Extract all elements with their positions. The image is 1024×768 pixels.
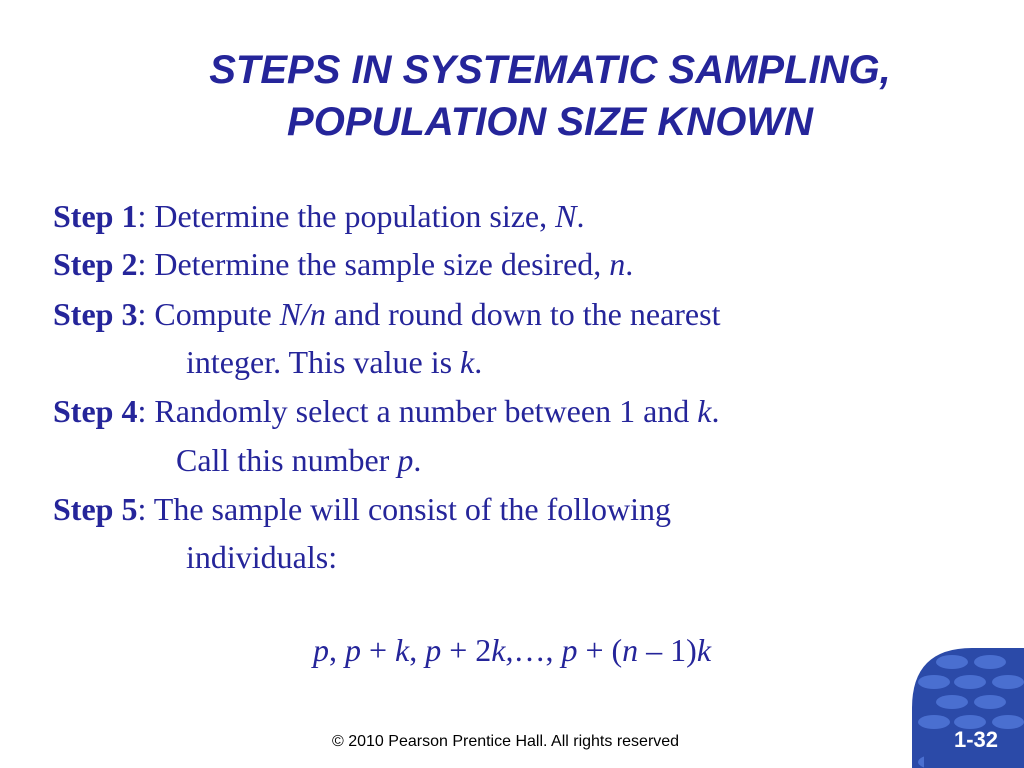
step-2-text: : Determine the sample size desired, (137, 246, 610, 282)
formula-p: p (344, 632, 361, 668)
formula-p: p (312, 632, 329, 668)
formula-k: k (395, 632, 410, 668)
step-4 (53, 393, 719, 430)
step-3 (53, 296, 720, 333)
step-3-cont-end: . (474, 344, 483, 380)
step-5-continuation: individuals: (186, 539, 338, 575)
formula-p: p (561, 632, 578, 668)
formula-ellipsis: …, (513, 632, 562, 668)
formula-p: p (425, 632, 442, 668)
step-2-var: n (609, 246, 626, 282)
step-4-label: Step 4 (53, 393, 138, 429)
step-5 (53, 491, 671, 528)
formula-plus: + (360, 632, 396, 668)
formula-k: k (696, 632, 712, 668)
sample-formula (0, 632, 1024, 669)
step-1-label: Step 1 (53, 198, 138, 234)
title-line-2: POPULATION SIZE KNOWN (287, 100, 813, 144)
slide-title (140, 44, 960, 148)
step-4-continuation (176, 442, 421, 479)
step-2 (53, 246, 633, 283)
step-1-var: N (555, 198, 577, 234)
step-4-text-a: : Randomly select a number between 1 and (137, 393, 698, 429)
formula-plus-paren: + ( (577, 632, 623, 668)
step-5-label: Step 5 (53, 491, 138, 527)
step-4-cont-text: Call this number (176, 442, 398, 478)
step-3-cont-var: k (460, 344, 475, 380)
step-2-end: . (625, 246, 634, 282)
step-5-text: : The sample will consist of the following (137, 491, 672, 527)
step-4-cont-end: . (413, 442, 422, 478)
formula-comma: , (409, 632, 426, 668)
step-1-text: : Determine the population size, (137, 198, 556, 234)
step-4-cont-var: p (397, 442, 414, 478)
formula-plus-two: + 2 (441, 632, 492, 668)
step-3-label: Step 3 (53, 296, 138, 332)
step-3-continuation (186, 344, 482, 381)
formula-k: k, (491, 632, 514, 668)
step-4-text-b: . (711, 393, 720, 429)
step-1 (53, 198, 584, 235)
formula-minus-one: – 1) (638, 632, 697, 668)
step-3-text-a: : Compute (137, 296, 280, 332)
step-4-var: k (697, 393, 712, 429)
step-1-end: . (576, 198, 585, 234)
step-3-var: N/n (279, 296, 326, 332)
title-line-1: STEPS IN SYSTEMATIC SAMPLING, (209, 48, 891, 92)
formula-n: n (622, 632, 639, 668)
step-3-text-b: and round down to the nearest (325, 296, 721, 332)
copyright-footer: © 2010 Pearson Prentice Hall. All rights reserved (332, 733, 680, 750)
step-2-label: Step 2 (53, 246, 138, 282)
slide-number: 1-32 (953, 727, 998, 752)
step-3-cont-text: integer. This value is (186, 344, 461, 380)
formula-comma: , (328, 632, 345, 668)
